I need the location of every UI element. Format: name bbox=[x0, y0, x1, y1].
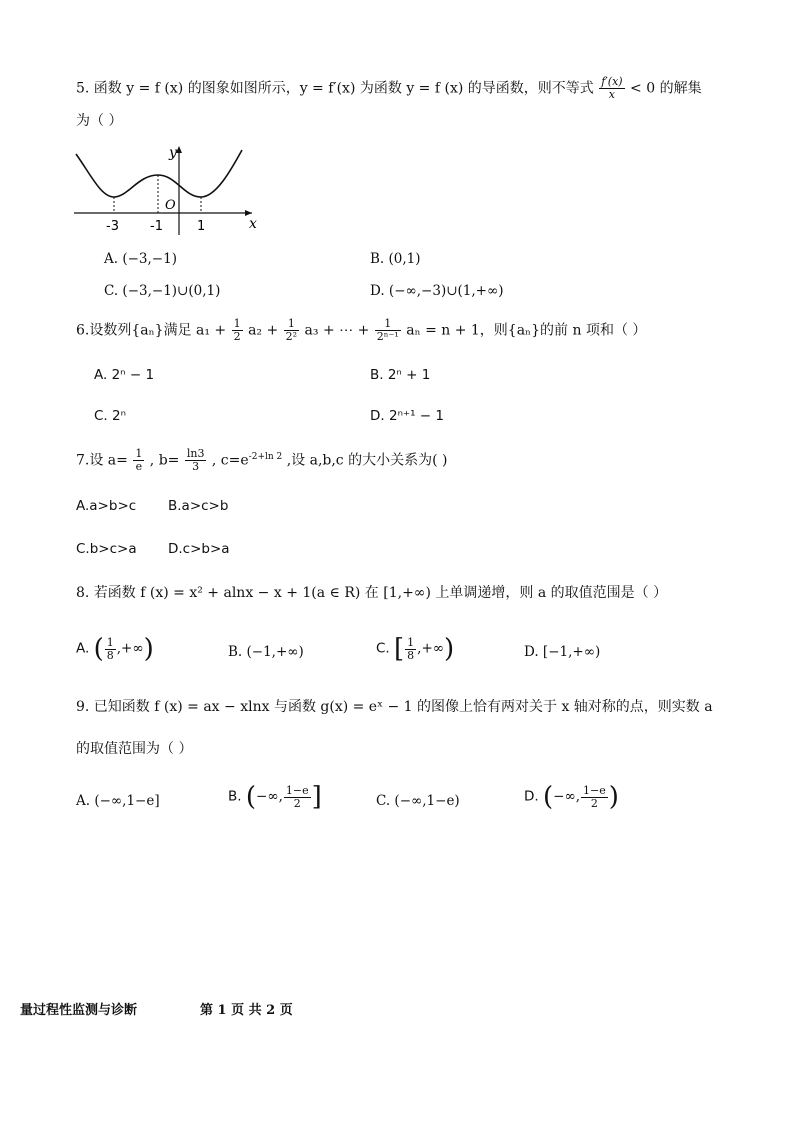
q9-d-frac-den: 2 bbox=[590, 796, 598, 810]
q9-option-b-label: B. bbox=[228, 788, 242, 805]
q9-b-frac-den: 2 bbox=[293, 796, 301, 810]
q6-frac-2 bbox=[284, 318, 299, 343]
q8-c-open-bracket: [ bbox=[394, 634, 405, 664]
q9-option-b[interactable] bbox=[228, 784, 322, 810]
q8-option-b[interactable]: B. (−1,+∞) bbox=[228, 644, 304, 660]
q8-a-close-paren: ) bbox=[143, 634, 154, 664]
q7-stem bbox=[76, 448, 447, 473]
q6-option-b[interactable]: B. 2ⁿ + 1 bbox=[370, 367, 431, 383]
q5-frac-numerator: f′(x) bbox=[601, 75, 623, 88]
q8-a-tail: ,+∞ bbox=[116, 640, 144, 657]
q7-stem-a: 7.设 a= bbox=[76, 452, 128, 469]
q8-c-tail: ,+∞ bbox=[417, 640, 445, 657]
q8-c-frac bbox=[405, 637, 416, 662]
q9-b-frac-num: 1−e bbox=[285, 783, 309, 797]
q7-frac-a bbox=[133, 448, 144, 473]
q9-d-close-paren: ) bbox=[608, 782, 619, 812]
q6-stem-d: aₙ = n + 1，则{aₙ}的前 n 项和（ ） bbox=[406, 322, 647, 339]
q5-function-graph bbox=[66, 140, 266, 240]
q6-stem-a: 6.设数列{aₙ}满足 a₁ + bbox=[76, 322, 227, 339]
q6-frac-3 bbox=[375, 318, 401, 343]
curve-y-equals-f-x bbox=[76, 150, 242, 197]
q9-d-frac-num: 1−e bbox=[583, 783, 606, 797]
q9-option-a[interactable]: A. (−∞,1−e] bbox=[76, 793, 160, 809]
x-axis-label: x bbox=[249, 216, 257, 232]
q8-option-d[interactable]: D. [−1,+∞) bbox=[524, 644, 601, 660]
q8-a-frac bbox=[105, 637, 116, 662]
q7-option-a[interactable]: A.a>b>c bbox=[76, 498, 137, 514]
q8-a-frac-den: 8 bbox=[106, 648, 114, 662]
q7-frac-b bbox=[185, 448, 207, 473]
q6-frac-1 bbox=[232, 318, 243, 343]
q7-frac-a-den: e bbox=[135, 460, 143, 474]
q6-option-a[interactable]: A. 2ⁿ − 1 bbox=[94, 367, 155, 383]
q6-frac-1-num: 1 bbox=[233, 317, 241, 330]
q8-option-c[interactable] bbox=[376, 636, 454, 662]
q5-stem-part2: < 0 的解集 bbox=[630, 80, 702, 97]
q8-a-frac-num: 1 bbox=[106, 635, 114, 649]
q5-option-d[interactable]: D. (−∞,−3)∪(1,+∞) bbox=[370, 283, 504, 299]
footer-title: 量过程性监测与诊断 bbox=[20, 1003, 138, 1018]
q5-fraction bbox=[599, 76, 624, 101]
footer-page-number: 第 1 页 共 2 页 bbox=[200, 1003, 293, 1018]
q5-frac-denominator: x bbox=[608, 88, 615, 101]
q6-option-c[interactable]: C. 2ⁿ bbox=[94, 408, 126, 424]
q9-d-frac bbox=[581, 785, 608, 810]
q9-b-frac bbox=[284, 785, 311, 810]
q6-frac-3-num: 1 bbox=[375, 318, 401, 331]
q5-stem-line2: 为（ ） bbox=[76, 113, 123, 129]
q8-option-c-label: C. bbox=[376, 640, 390, 657]
q9-stem-line1: 9. 已知函数 f (x) = ax − xlnx 与函数 g(x) = eˣ − 1 的图像上恰有两对关于 x 轴对称的点，则实数 a bbox=[76, 699, 713, 715]
q5-option-c[interactable]: C. (−3,−1)∪(0,1) bbox=[104, 283, 221, 299]
q7-frac-b-num: ln3 bbox=[186, 447, 205, 461]
q5-stem-line1 bbox=[76, 76, 702, 101]
q6-stem-b: a₂ + bbox=[248, 322, 279, 339]
q7-c-exponent: -2+ln 2 bbox=[248, 452, 283, 462]
q8-c-frac-den: 8 bbox=[407, 648, 415, 662]
origin-label: O bbox=[165, 198, 176, 213]
q8-c-close-paren: ) bbox=[444, 634, 455, 664]
q9-stem-line2: 的取值范围为（ ） bbox=[76, 741, 193, 757]
q8-option-a-label: A. bbox=[76, 640, 90, 657]
q8-c-frac-num: 1 bbox=[407, 635, 415, 649]
q7-stem-b: , b= bbox=[149, 452, 180, 469]
q9-option-c[interactable]: C. (−∞,1−e) bbox=[376, 793, 460, 809]
q7-option-c[interactable]: C.b>c>a bbox=[76, 541, 137, 557]
q7-option-d[interactable]: D.c>b>a bbox=[168, 541, 230, 557]
q9-b-open-paren: ( bbox=[245, 782, 257, 812]
q7-option-b[interactable]: B.a>c>b bbox=[168, 498, 229, 514]
q6-stem bbox=[76, 318, 646, 343]
q6-frac-2-den: 2² bbox=[285, 330, 298, 343]
q9-d-head: −∞, bbox=[553, 788, 580, 805]
q5-option-b[interactable]: B. (0,1) bbox=[370, 251, 421, 267]
tick-label-minus-3: -3 bbox=[106, 219, 119, 234]
q6-option-d[interactable]: D. 2ⁿ⁺¹ − 1 bbox=[370, 408, 444, 424]
y-axis-label: y bbox=[169, 145, 177, 161]
q8-stem: 8. 若函数 f (x) = x² + alnx − x + 1(a ∈ R) 在 [1,+∞) 上单调递增，则 a 的取值范围是（ ） bbox=[76, 585, 668, 601]
q9-option-d[interactable] bbox=[524, 784, 619, 810]
tick-label-minus-1: -1 bbox=[150, 219, 163, 234]
q7-stem-d: ,设 a,b,c 的大小关系为( ) bbox=[286, 452, 448, 469]
q7-stem-c: , c=e bbox=[211, 452, 249, 469]
tick-label-1: 1 bbox=[197, 219, 206, 234]
q9-option-d-label: D. bbox=[524, 788, 539, 805]
q5-stem-part1: 5. 函数 y = f (x) 的图象如图所示，y = f′(x) 为函数 y = f (x) 的导函数，则不等式 bbox=[76, 80, 594, 97]
q9-b-head: −∞, bbox=[256, 788, 283, 805]
q6-frac-3-den: 2ⁿ⁻¹ bbox=[376, 330, 399, 343]
q8-a-open-paren: ( bbox=[93, 634, 104, 664]
q5-option-a[interactable]: A. (−3,−1) bbox=[104, 251, 177, 267]
q9-b-close-bracket: ] bbox=[311, 782, 322, 812]
q8-option-a[interactable] bbox=[76, 636, 154, 662]
q6-frac-1-den: 2 bbox=[233, 330, 241, 343]
q6-stem-c: a₃ + ⋯ + bbox=[304, 322, 370, 339]
q6-frac-2-num: 1 bbox=[284, 318, 299, 331]
q7-frac-b-den: 3 bbox=[192, 460, 200, 474]
q7-frac-a-num: 1 bbox=[135, 447, 143, 461]
q9-d-open-paren: ( bbox=[542, 782, 554, 812]
